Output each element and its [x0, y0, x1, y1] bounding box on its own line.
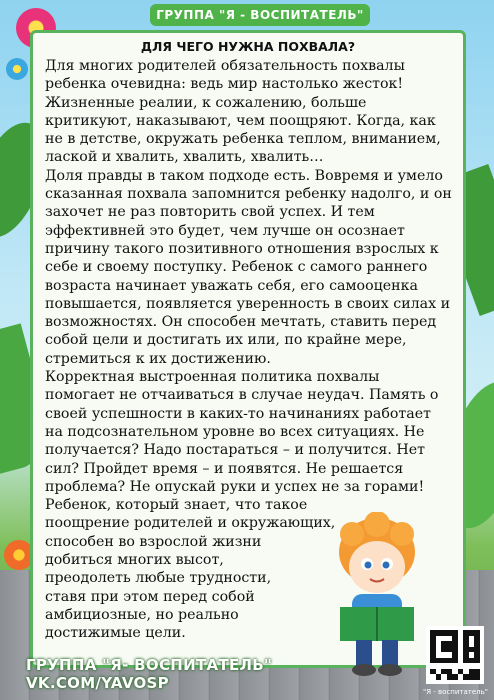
- closing-line: добиться многих высот,: [45, 552, 224, 569]
- paragraph: Ребенок, который знает, что такое поощрение родителей и окружающих,: [45, 497, 336, 532]
- group-banner: ГРУППА "Я - ВОСПИТАТЕЛЬ": [150, 4, 370, 26]
- qr-caption: "Я - воспитатель": [422, 688, 488, 696]
- closing-line: ставя при этом перед собой: [45, 588, 255, 605]
- qr-code[interactable]: [426, 626, 484, 684]
- closing-line: амбициозные, но реально: [45, 606, 239, 623]
- closing-line: достижимые цели.: [45, 625, 186, 642]
- qr-cell: [474, 674, 480, 680]
- flower-icon: [6, 58, 28, 80]
- closing-line: способен во взрослой жизни: [45, 533, 262, 550]
- paragraph: Корректная выстроенная политика похвалы помогает не отчаиваться в случае неудач. Память о своей успешности в каких-то начинаниях работает на подсознательном уровне во всех ситуациях. Не получается? Надо постараться – и получится. Нет сил? Пройдет время – и появятся. Не решается проблема? Не опускай руки и успех не за горами!: [45, 369, 439, 495]
- paragraph: Для многих родителей обязательность похвалы ребенка очевидна: ведь мир настолько жесток! Жизненные реалии, к сожалению, больше критикуют, наказывают, чем поощряют. Когда, как не в детстве, окружать ребенка теплом, вниманием, лаской и хвалить, хвалить, хвалить…: [45, 58, 441, 166]
- paragraph: Доля правды в таком подходе есть. Вовремя и умело сказанная похвала запомнится ребенку надолго, и он захочет не раз повторить свой успех. И тем эффективней это будет, чем лучше он осознает причину такого позитивного отношения взрослых к себе и своему поступку. Ребенок с самого раннего возраста начинает уважать себя, его самооценка повышается, появляется уверенность в своих силах и возможностях. Он способен мечтать, ставить перед собой цели и достигать их или, по крайне мере, стремиться к их достижению.: [45, 167, 452, 367]
- article-title: ДЛЯ ЧЕГО НУЖНА ПОХВАЛА?: [140, 39, 356, 54]
- boy-reading-illustration: [322, 512, 432, 677]
- footer-text: ГРУППА "Я- ВОСПИТАТЕЛЬ" VK.COM/YAVOSP: [26, 656, 273, 692]
- closing-line: преодолеть любые трудности,: [45, 570, 272, 587]
